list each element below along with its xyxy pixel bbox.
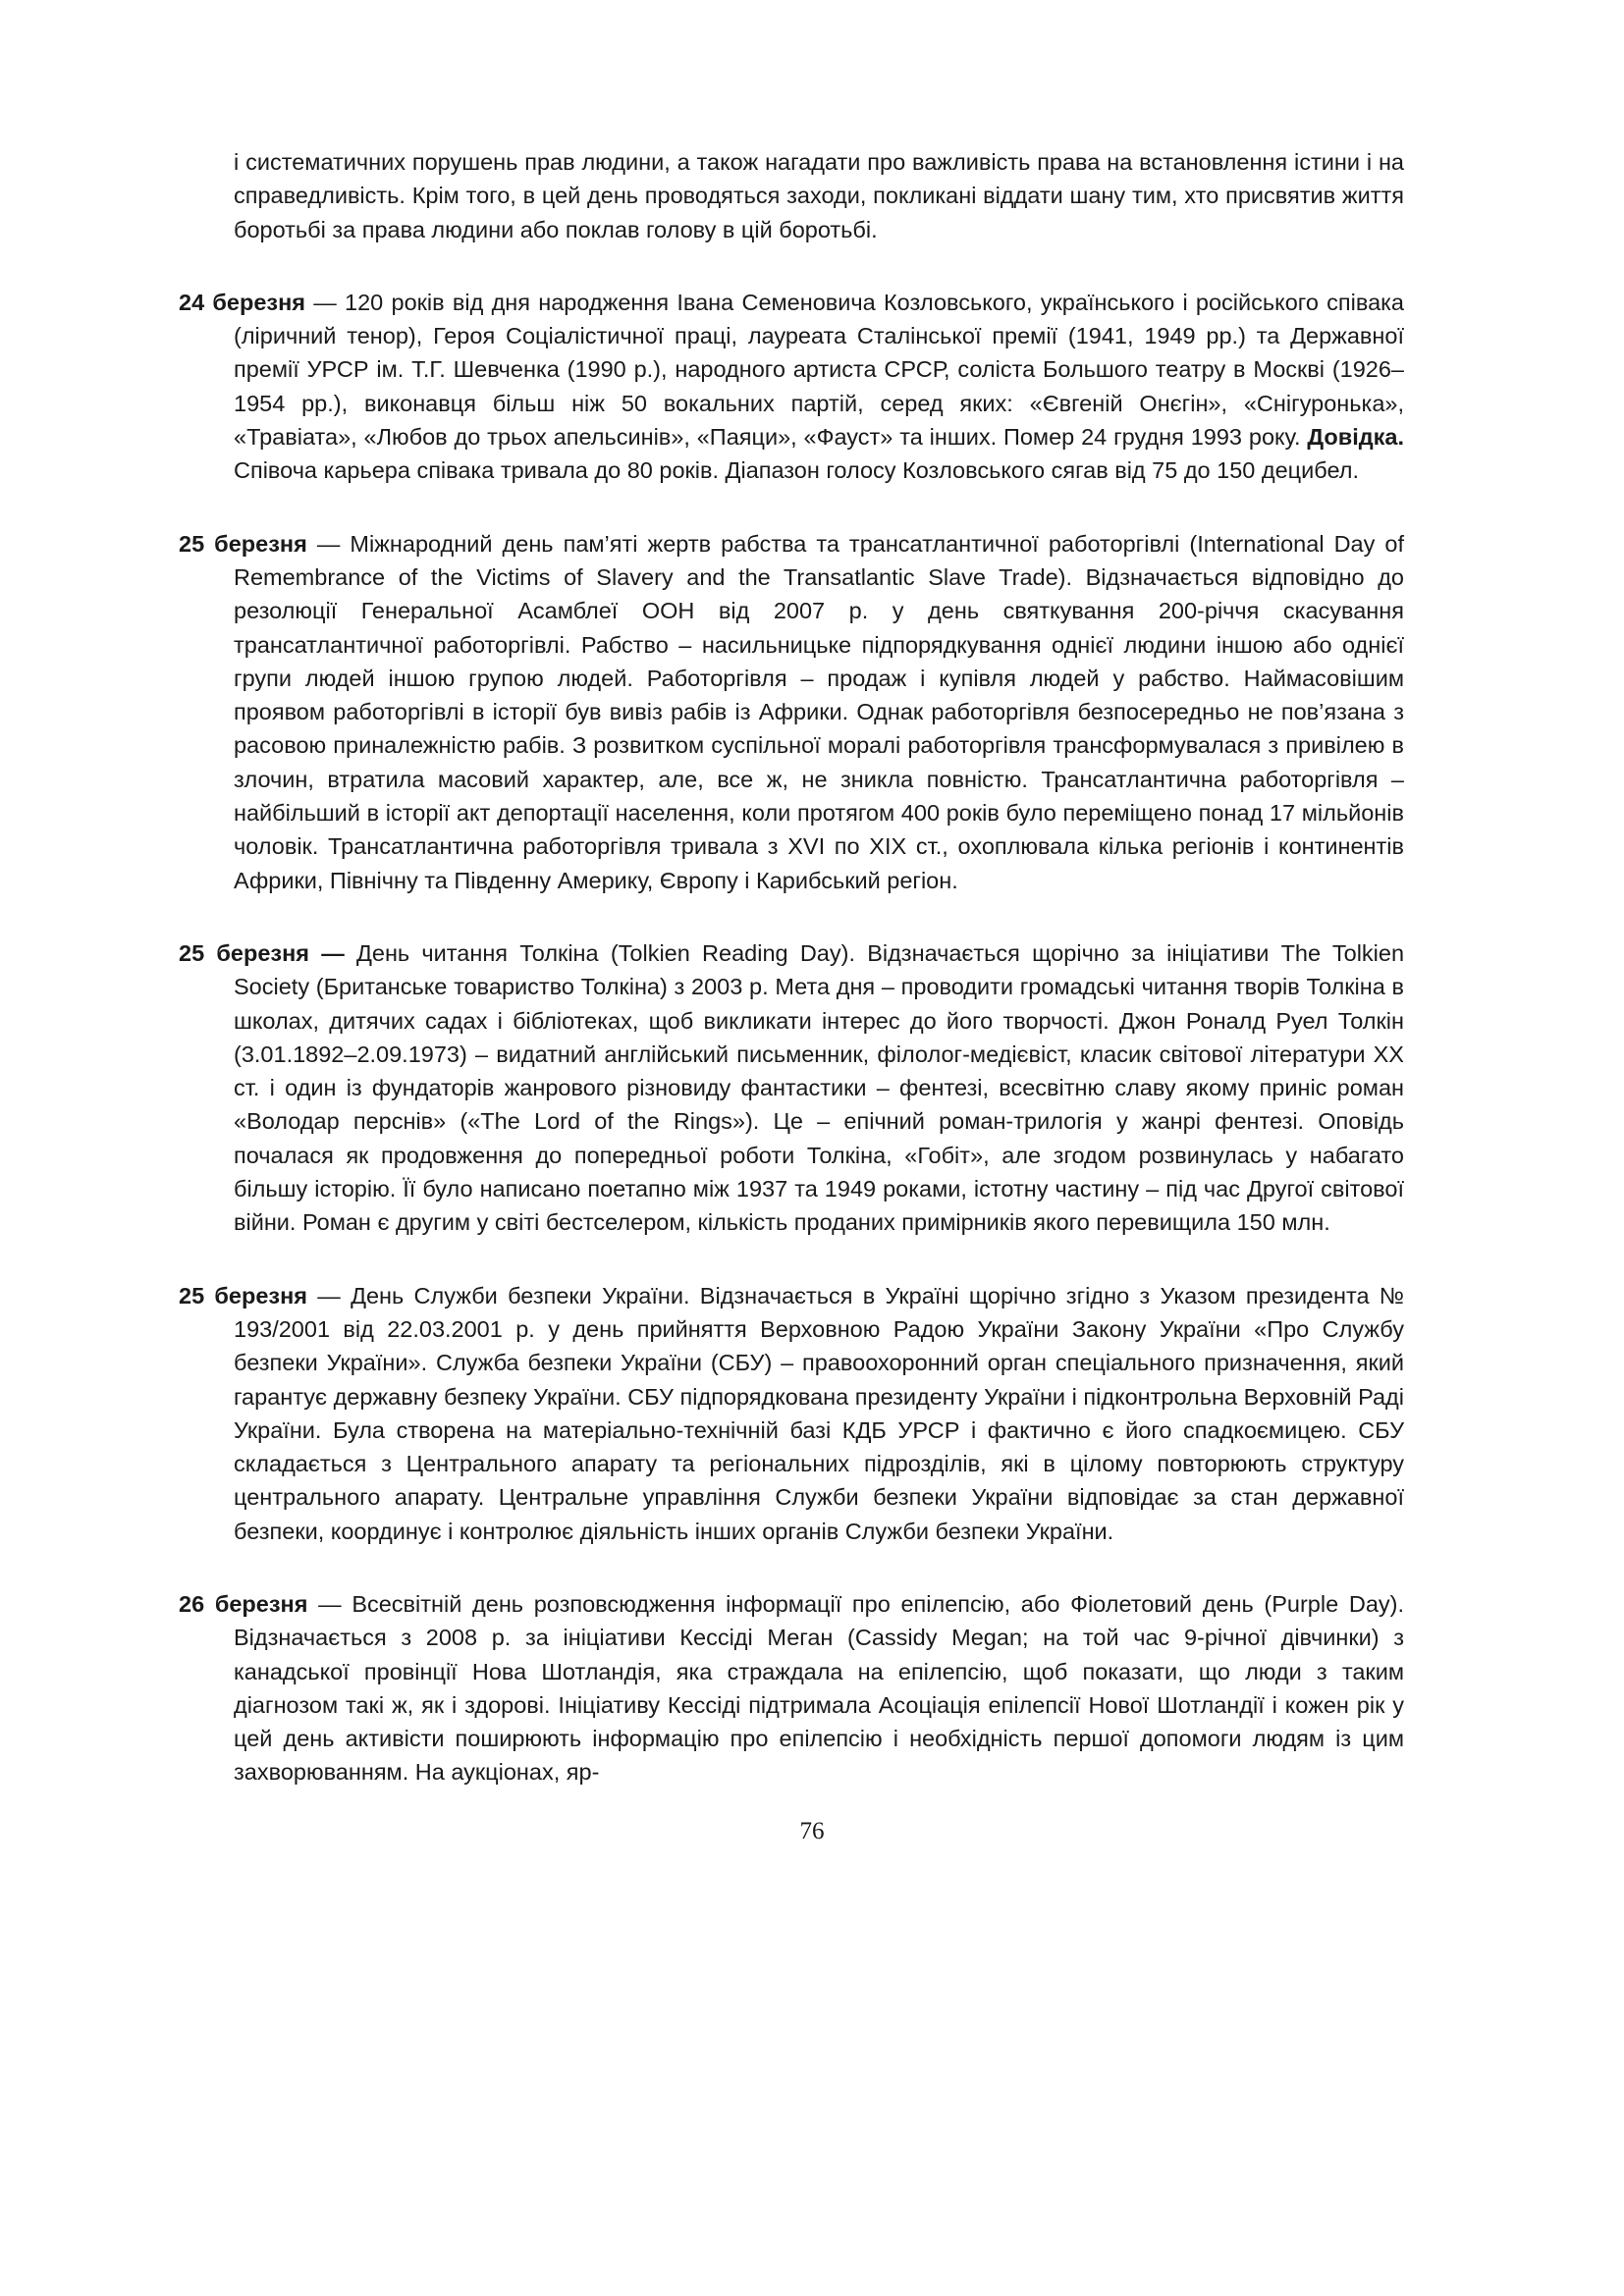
entry-text: 120 років від дня народження Івана Семеновича Козловського, українського і російського співака (ліричний тенор), Героя Соціалістичної праці, лауреата Сталінської премії (1941, 1949 рр.) та Державної премії УРСР ім. Т.Г. Шевченка (1990 р.), народного артиста СРСР, соліста Большого театру в Москві (1926–1954 рр.), виконавця більш ніж 50 вокальних партій, серед яких: «Євгеній Онєгін», «Снігуронька», «Травіата», «Любов до трьох апельсинів», «Паяци», «Фауст» та інших. Помер 24 грудня 1993 року. bbox=[234, 289, 1405, 451]
entry-purple-day bbox=[179, 1587, 1404, 1789]
entry-date: 25 березня bbox=[179, 530, 307, 557]
note-label: Довідка. bbox=[1307, 424, 1404, 451]
entry-date: 24 березня bbox=[179, 289, 305, 315]
entry-date: 25 березня — bbox=[179, 939, 345, 966]
entry-security-service-day bbox=[179, 1279, 1404, 1548]
page-content bbox=[179, 145, 1404, 1829]
paragraph-continuation: і систематичних порушень прав людини, а також нагадати про важливість права на встановлення істини і на справедливість. Крім того, в цей день проводяться заходи, покликані віддати шану тим, хто присвятив життя боротьбі за права людини або поклав голову в цій боротьбі. bbox=[234, 149, 1404, 242]
entry-text: Міжнародний день пам’яті жертв рабства та трансатлантичної работоргівлі (International Day of Remembrance of the Victims of Slavery and the Transatlantic Slave Trade). Відзначається відповідно до резолюції Генеральної Асамблеї ООН від 2007 р. у день святкування 200-річчя скасування трансатлантичної работоргівлі. Рабство – насильницьке підпорядкування однієї людини іншою або однієї групи людей іншою групою людей. Работоргівля – продаж і купівля людей у рабство. Наймасовішим проявом работоргівлі в історії був вивіз рабів із Африки. Однак работоргівля безпосередньо не пов’язана з расовою приналежністю рабів. З розвитком суспільної моралі работоргівля трансформувалася з привілею в злочин, втратила масовий характер, але, все ж, не зникла повністю. Трансатлантична работоргівля – найбільший в історії акт депортації населення, коли протягом 400 років було переміщено понад 17 мільйонів чоловік. Трансатлантична работоргівля тривала з XVI по XIX ст., охоплювала кілька регіонів і континентів Африки, Північну та Південну Америку, Європу і Карибський регіон. bbox=[234, 530, 1405, 893]
entry-date: 26 березня bbox=[179, 1590, 308, 1617]
entry-text: День Служби безпеки України. Відзначається в Україні щорічно згідно з Указом президента № 193/2001 від 22.03.2001 р. у день прийняття Верховною Радою України Закону України «Про Службу безпеки України». Служба безпеки України (СБУ) – правоохоронний орган спеціального призначення, який гарантує державну безпеку України. СБУ підпорядкована президенту України і підконтрольна Верховній Раді України. Була створена на матеріально-технічній базі КДБ УРСР і фактично є його спадкоємицею. СБУ складається з Центрального апарату та регіональних підрозділів, які в цілому повторюють структуру центрального апарату. Центральне управління Служби безпеки України відповідає за стан державної безпеки, координує і контролює діяльність інших органів Служби безпеки України. bbox=[234, 1282, 1404, 1544]
entry-text: День читання Толкіна (Tolkien Reading Day). Відзначається щорічно за ініціативи The Tolkien Society (Британське товариство Толкіна) з 2003 р. Мета дня – проводити громадські читання творів Толкіна в школах, дитячих садах і бібліотеках, щоб викликати інтерес до його творчості. Джон Роналд Руел Толкін (3.01.1892–2.09.1973) – видатний англійський письменник, філолог-медієвіст, класик світової літератури XX ст. і один із фундаторів жанрового різновиду фантастики – фентезі, всесвітню славу якому приніс роман «Володар перснів» («The Lord of the Rings»). Це – епічний роман-трилогія у жанрі фентезі. Оповідь почалася як продовження до попередньої роботи Толкіна, «Гобіт», але згодом розвинулась у набагато більшу історію. Її було написано поетапно між 1937 та 1949 роками, істотну частину – під час Другої світової війни. Роман є другим у світі бестселером, кількість проданих примірників якого перевищила 150 млн. bbox=[234, 939, 1405, 1236]
entry-separator bbox=[345, 940, 356, 966]
entry-separator: — bbox=[305, 289, 346, 315]
entry-text: Всесвітній день розповсюдження інформації про епілепсію, або Фіолетовий день (Purple Day). Відзначається з 2008 р. за ініціативи Кессіді Меган (Cassidy Megan; на той час 9-річної дівчинки) з канадської провінції Нова Шотландія, яка страждала на епілепсію, щоб показати, що люди з таким діагнозом такі ж, як і здорові. Ініціативу Кессіді підтримала Асоціація епілепсії Нової Шотландії і кожен рік у цей день активісти поширюють інформацію про епілепсію і необхідність першої допомоги людям із цим захворюванням. На аукціонах, яр- bbox=[234, 1590, 1404, 1786]
entry-slavery-remembrance bbox=[179, 527, 1404, 897]
entry-date: 25 березня bbox=[179, 1282, 308, 1308]
entry-separator: — bbox=[307, 1282, 352, 1308]
entry-tolkien-reading-day bbox=[179, 936, 1404, 1240]
entry-kozlovsky bbox=[179, 286, 1404, 488]
entry-separator: — bbox=[307, 1590, 352, 1617]
note-text: Співоча карьера співака тривала до 80 років. Діапазон голосу Козловського сягав від 75 до 150 децибел. bbox=[234, 457, 1359, 484]
page-number: 76 bbox=[799, 1818, 825, 1844]
entry-separator: — bbox=[306, 530, 351, 557]
